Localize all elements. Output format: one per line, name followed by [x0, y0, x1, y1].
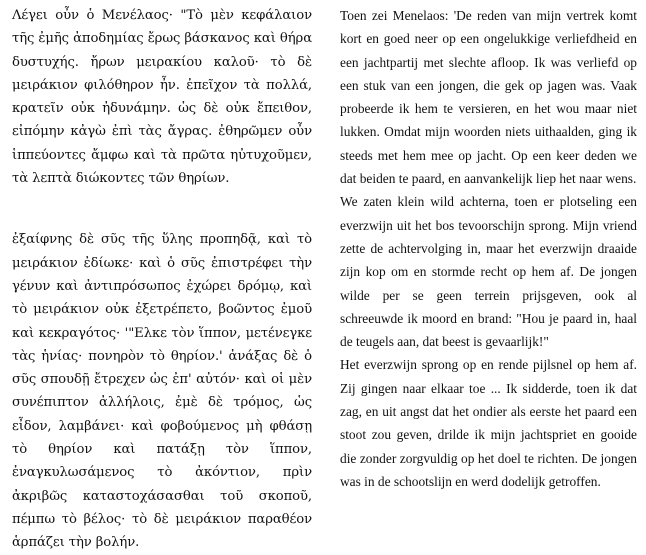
- greek-text-column: [12, 4, 312, 555]
- dutch-translation-column: [340, 4, 637, 493]
- greek-paragraph-1: Λέγει οὖν ὁ Μενέλαος· "Τὸ μὲν κεφάλαιον τῆς ἐμῆς ἀποδημίας ἔρως βάσκανος καὶ θήρα δυστυχής. ἤρων μειρακίου καλοῦ· τὸ δὲ μειράκιον φιλόθηρον ἦν. ἐπεῖχον τὰ πολλά, κρατεῖν οὐκ ἠδυνάμην. ὡς δὲ οὐκ ἔπειθον, εἰπόμην κἀγὼ ἐπὶ τὰς ἄγρας. ἐθηρῶμεν οὖν ἱππεύοντες ἄμφω καὶ τὰ πρῶτα ηὐτυχοῦμεν, τὰ λεπτὰ διώκοντες τῶν θηρίων.: [12, 8, 312, 187]
- dutch-paragraph-3: Het everzwijn sprong op en rende pijlsnel op hem af. Zij gingen naar elkaar toe ... Ik sidderde, toen ik dat zag, en uit angst dat het ondier als eerste het paard een stoot zou geven, drilde ik mijn jachtspriet en gooide die zonder zorgvuldig op het doel te richten. De jongen was in de schootslijn en werd dodelijk getroffen.: [340, 357, 637, 489]
- dutch-paragraph-1: Toen zei Menelaos: 'De reden van mijn vertrek komt kort en goed neer op een ongelukkige verliefdheid en een jachtpartij met slechte afloop. Ik was verliefd op een stuk van een jongen, die gek op jagen was. Vaak probeerde ik hem te versieren, en het wou maar niet lukken. Omdat mijn woorden niets uithaalden, ging ik steeds met hem mee op jacht. Op een keer deden we dat beiden te paard, en aanvankelijk liep het naar wens.: [340, 8, 637, 187]
- greek-paragraph-2: ἐξαίφνης δὲ σῦς τῆς ὕλης προπηδᾷ, καὶ τὸ μειράκιον ἐδίωκε· καὶ ὁ σῦς ἐπιστρέφει τὴν γένυν καὶ ἀντιπρόσωπος ἐχώρει δρόμῳ, καὶ τὸ μειράκιον οὐκ ἐξετρέπετο, βοῶντος ἐμοῦ καὶ κεκραγότος· '"Ελκε τὸν ἵππον, μετένεγκε τὰς ἡνίας· πονηρὸν τὸ θηρίον.' ἀνάξας δὲ ὁ σῦς σπουδῇ ἔτρεχεν ὡς ἐπ' αὐτόν· καὶ οἱ μὲν συνέπιπτον ἀλλήλοις, ἐμὲ δὲ τρόμος, ὡς εἶδον, λαμβάνει· καὶ φοβούμενος μὴ φθάσῃ τὸ θηρίον καὶ πατάξῃ τὸν ἵππον, ἐναγκυλωσάμενος τὸ ἀκόντιον, πρὶν ἀκριβῶς καταστοχάσασθαι τοῦ σκοποῦ, πέμπω τὸ βέλος· τὸ δὲ μειράκιον παραθέον ἁρπάζει τὴν βολήν.: [12, 232, 312, 551]
- dutch-paragraph-2: We zaten klein wild achterna, toen er plotseling een everzwijn uit het bos tevoorschijn sprong. Mijn vriend zette de achtervolging in, maar het everzwijn draaide zijn kop om en stormde recht op hem af. De jongen wilde per se geen terrein prijsgeven, ook al schreeuwde ik moord en brand: "Hou je paard in, haal de teugels aan, dat beest is gevaarlijk!": [340, 194, 637, 350]
